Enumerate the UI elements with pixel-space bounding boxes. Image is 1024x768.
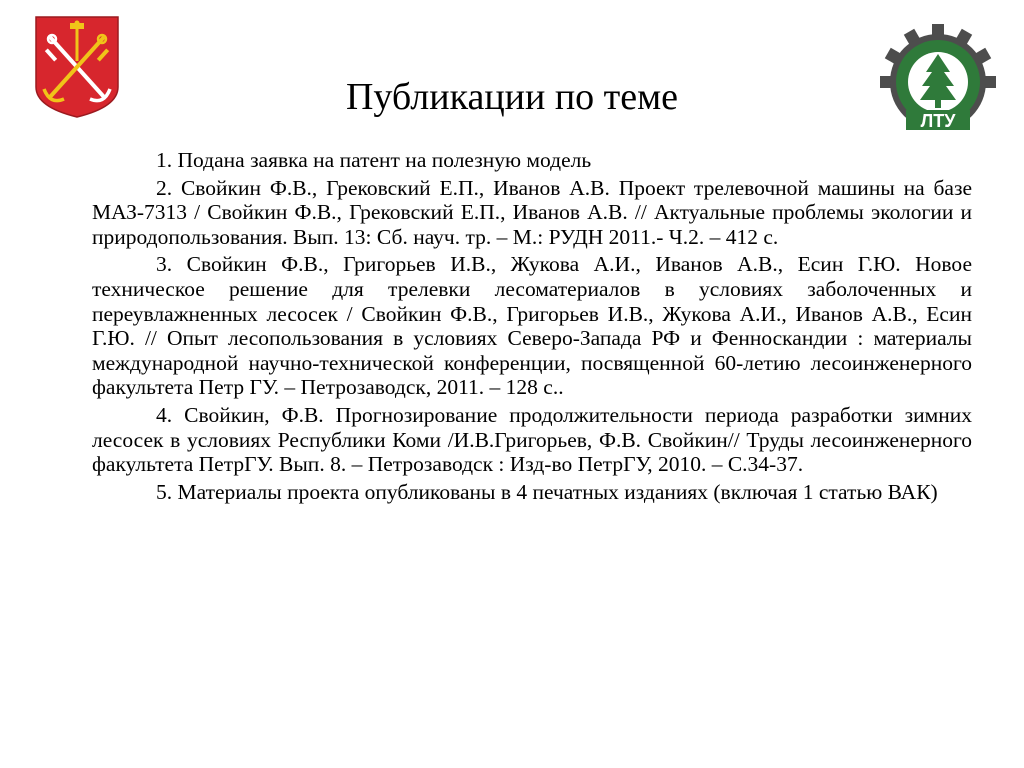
page-title: Публикации по теме <box>345 76 679 118</box>
list-item: 2. Свойкин Ф.В., Грековский Е.П., Иванов А.В. Проект трелевочной машины на базе МАЗ-7313 / Свойкин Ф.В., Грековский Е.П., Иванов А.В. // Актуальные проблемы экологии и природопользования. Вып. 13: Сб. науч. тр. – М.: РУДН 2011.- Ч.2. – 412 с. <box>92 175 972 249</box>
list-item: 5. Материалы проекта опубликованы в 4 печатных изданиях (включая 1 статью ВАК) <box>156 479 938 504</box>
list-item: 4. Свойкин, Ф.В. Прогнозирование продолжительности периода разработки зимних лесосек в условиях Республики Коми /И.В.Григорьев, Ф.В. Свойкин// Труды лесоинженерного факультета ПетрГУ. Вып. 8. – Петрозаводск : Изд-во ПетрГУ, 2010. – С.34-37. <box>92 402 972 477</box>
university-logo-text: ЛТУ <box>920 111 956 130</box>
publication-list <box>92 148 972 507</box>
list-item: 3. Свойкин Ф.В., Григорьев И.В., Жукова А.И., Иванов А.В., Есин Г.Ю. Новое техническое решение для трелевки лесоматериалов в условиях заболоченных и переувлажненных лесосек / Свойкин Ф.В., Григорьев И.В., Жукова А.И., Иванов А.В., Есин Г.Ю. // Опыт лесопользования в условиях Северо-Запада РФ и Фенноскандии : материалы международной научно-технической конференции, посвященной 60-летию лесоинженерного факультета Петр ГУ. – Петрозаводск, 2011. – 128 с.. <box>92 252 972 400</box>
list-item: 1. Подана заявка на патент на полезную модель <box>156 148 592 172</box>
